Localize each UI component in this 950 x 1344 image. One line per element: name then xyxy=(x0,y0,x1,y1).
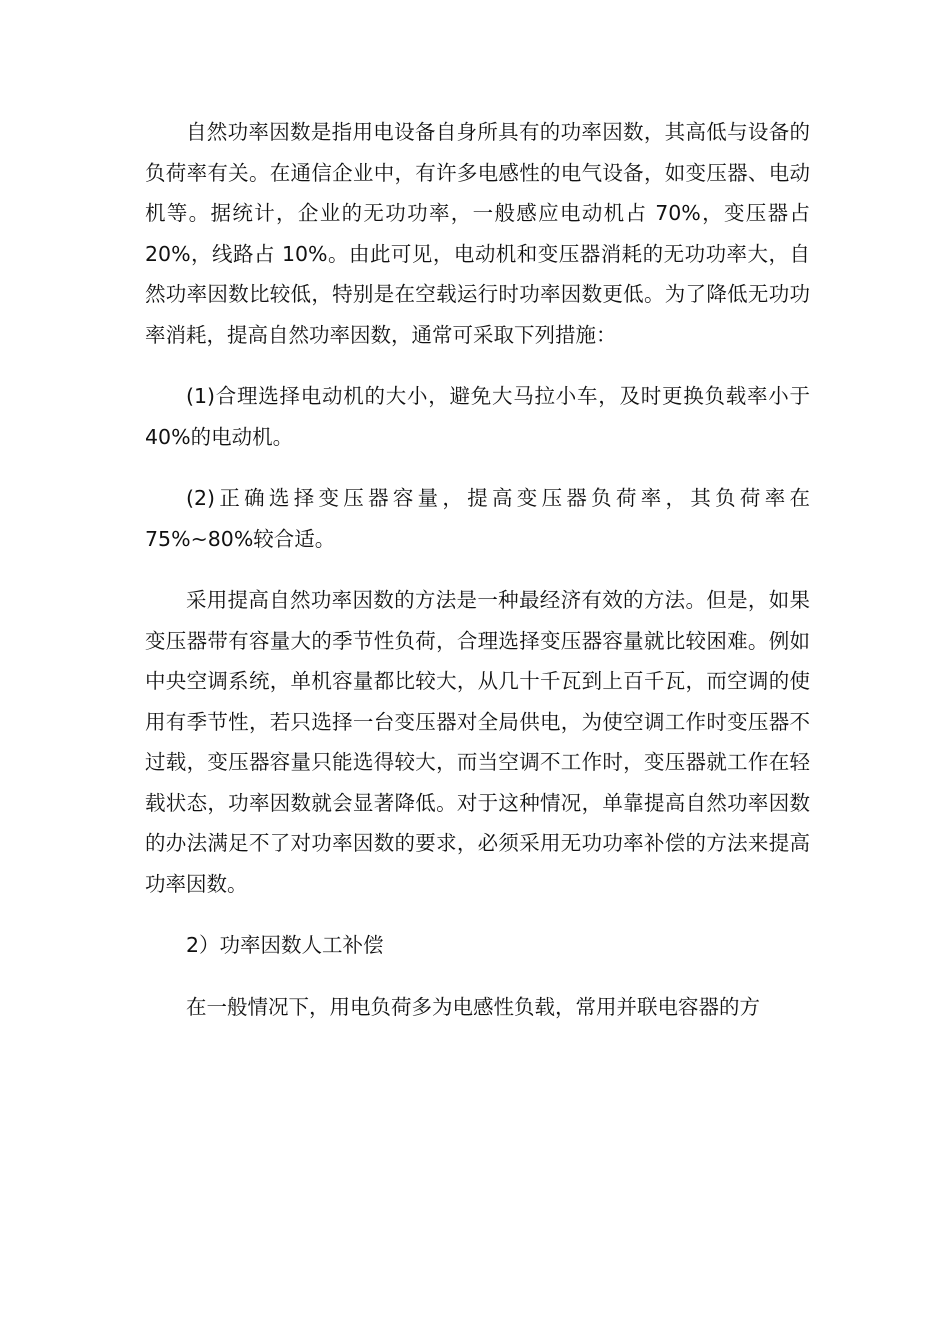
paragraph-measure-1: (1)合理选择电动机的大小，避免大马拉小车，及时更换负载率小于 40%的电动机。 xyxy=(145,384,810,449)
paragraph-natural-power-factor: 自然功率因数是指用电设备自身所具有的功率因数，其高低与设备的负荷率有关。在通信企业中，有许多电感性的电气设备，如变压器、电动机等。据统计，企业的无功功率，一般感应电动机占 70%，变压器占 20%，线路占 10%。由此可见，电动机和变压器消耗的无功功率大，自然功率因数比较低，特别是在空载运行时功率因数更低。为了降低无功功率消耗，提高自然功率因数，通常可采取下列措施： xyxy=(145,120,810,347)
paragraph-capacitor-method: 在一般情况下，用电负荷多为电感性负载，常用并联电容器的方 xyxy=(186,994,760,1019)
paragraph-measure-2: (2)正确选择变压器容量，提高变压器负荷率，其负荷率在75%~80%较合适。 xyxy=(145,486,810,551)
body-text xyxy=(145,112,810,1027)
paragraph-economic-method: 采用提高自然功率因数的方法是一种最经济有效的方法。但是，如果变压器带有容量大的季节性负荷，合理选择变压器容量就比较困难。例如中央空调系统，单机容量都比较大，从几十千瓦到上百千瓦，而空调的使用有季节性，若只选择一台变压器对全局供电，为使空调工作时变压器不过载，变压器容量只能选得较大，而当空调不工作时，变压器就工作在轻载状态，功率因数就会显著降低。对于这种情况，单靠提高自然功率因数的办法满足不了对功率因数的要求，必须采用无功功率补偿的方法来提高功率因数。 xyxy=(145,588,810,896)
section-heading-manual-compensation: 2）功率因数人工补偿 xyxy=(186,933,384,957)
